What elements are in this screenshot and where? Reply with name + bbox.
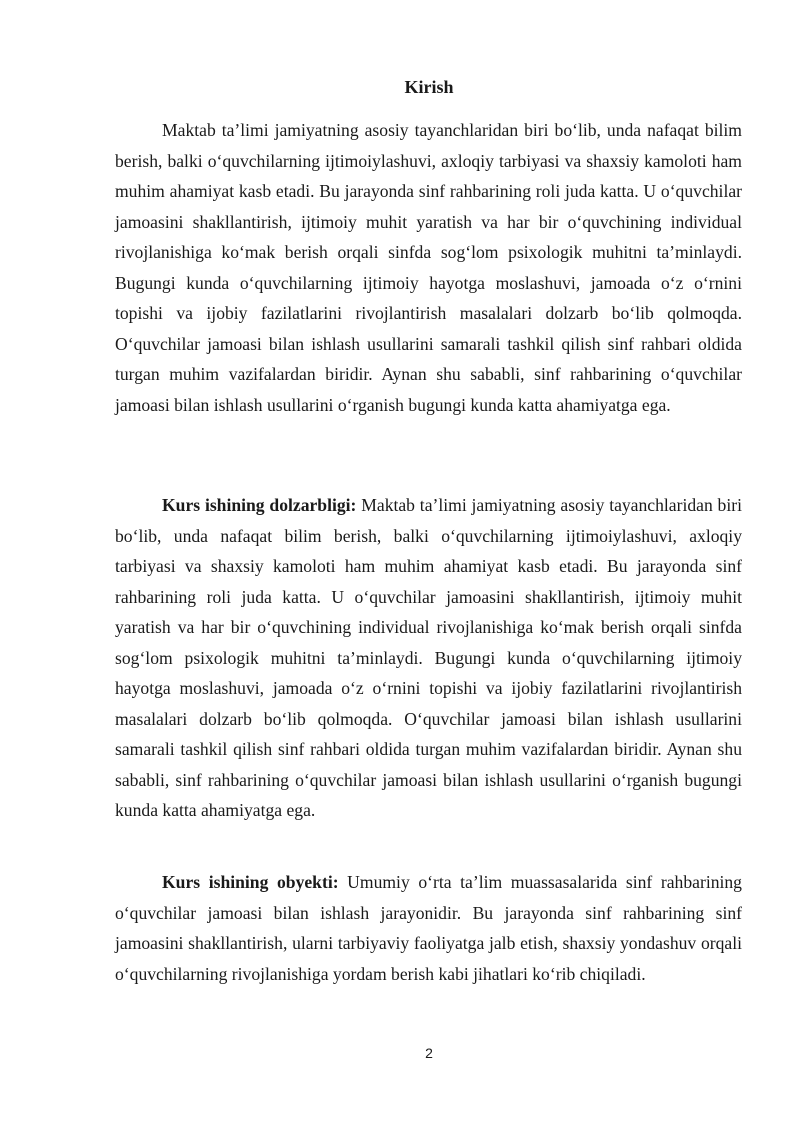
section-title: Kirish bbox=[404, 77, 454, 97]
paragraph-relevance bbox=[115, 490, 742, 826]
paragraph-lead: Kurs ishining obyekti: bbox=[162, 872, 339, 892]
paragraph-introduction bbox=[115, 115, 742, 420]
paragraph-text: Maktab ta’limi jamiyatning asosiy tayanchlaridan biri bo‘lib, unda nafaqat bilim berish, balki o‘quvchilarning ijtimoiylashuvi, axloqiy tarbiyasi va shaxsiy kamoloti ham muhim ahamiyat kasb etadi. Bu jarayonda sinf rahbarining roli juda katta. U o‘quvchilar jamoasini shakllantirish, ijtimoiy muhit yaratish va har bir o‘quvchining individual rivojlanishiga ko‘mak berish orqali sinfda sog‘lom psixologik muhitni ta’minlaydi. Bugungi kunda o‘quvchilarning ijtimoiy hayotga moslashuvi, jamoada o‘z o‘rnini topishi va ijobiy fazilatlarini rivojlantirish masalalari dolzarb bo‘lib qolmoqda. O‘quvchilar jamoasi bilan ishlash usullarini samarali tashkil qilish sinf rahbari oldida turgan muhim vazifalardan biridir. Aynan shu sababli, sinf rahbarining o‘quvchilar jamoasi bilan ishlash usullarini o‘rganish bugungi kunda katta ahamiyatga ega. bbox=[115, 495, 742, 820]
paragraph-lead: Kurs ishining dolzarbligi: bbox=[162, 495, 357, 515]
page-number: 2 bbox=[425, 1045, 433, 1061]
paragraph-object bbox=[115, 867, 742, 989]
paragraph-text: Umumiy o‘rta ta’lim muassasalarida sinf rahbarining o‘quvchilar jamoasi bilan ishlash jarayonidir. Bu jarayonda sinf rahbarining sinf jamoasini shakllantirish, ularni tarbiyaviy faoliyatga jalb etish, shaxsiy yondashuv orqali o‘quvchilarning rivojlanishiga yordam berish kabi jihatlari ko‘rib chiqiladi. bbox=[115, 872, 742, 984]
paragraph-text: Maktab ta’limi jamiyatning asosiy tayanchlaridan biri bo‘lib, unda nafaqat bilim berish, balki o‘quvchilarning ijtimoiylashuvi, axloqiy tarbiyasi va shaxsiy kamoloti ham muhim ahamiyat kasb etadi. Bu jarayonda sinf rahbarining roli juda katta. U o‘quvchilar jamoasini shakllantirish, ijtimoiy muhit yaratish va har bir o‘quvchining individual rivojlanishiga ko‘mak berish orqali sinfda sog‘lom psixologik muhitni ta’minlaydi. Bugungi kunda o‘quvchilarning ijtimoiy hayotga moslashuvi, jamoada o‘z o‘rnini topishi va ijobiy fazilatlarini rivojlantirish masalalari dolzarb bo‘lib qolmoqda. O‘quvchilar jamoasi bilan ishlash usullarini samarali tashkil qilish sinf rahbari oldida turgan muhim vazifalardan biridir. Aynan shu sababli, sinf rahbarining o‘quvchilar jamoasi bilan ishlash usullarini o‘rganish bugungi kunda katta ahamiyatga ega. bbox=[115, 120, 742, 415]
